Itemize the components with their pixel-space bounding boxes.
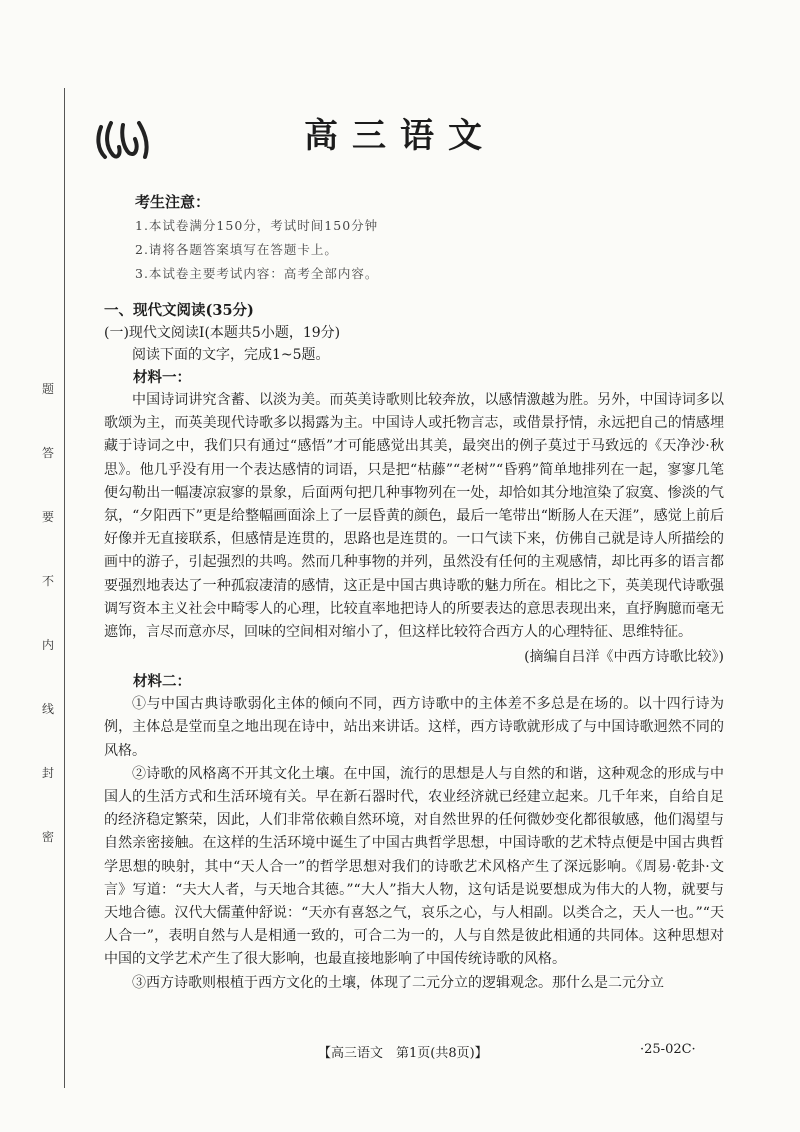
candidate-notice [135, 190, 615, 286]
margin-char: 封 [41, 766, 54, 780]
page-title: 高三语文 [304, 116, 496, 156]
binding-margin-text [38, 380, 58, 892]
material-paragraph: ②诗歌的风格离不开其文化土壤。在中国，流行的思想是人与自然的和谐，这种观念的形成与中国人的生活方式和生活环境有关。早在新石器时代，农业经济就已经建立起来。几千年来，自给自足的经济稳定繁荣，因此，人们非常依赖自然环境，对自然世界的任何微妙变化都很敏感，他们渴望与自然亲密接触。在这样的生活环境中诞生了中国古典哲学思想，中国诗歌的艺术特点便是中国古典哲学思想的映射，其中“天人合一”的哲学思想对我们的诗歌艺术风格产生了深远影响。《周易·乾卦·文言》写道：“夫大人者，与天地合其德。”“大人”指大人物，这句话是说要想成为伟大的人物，就要与天地合德。汉代大儒董仲舒说：“天亦有喜怒之气，哀乐之心，与人相副。以类合之，天人一也。”“天人合一”，表明自然与人是相通一致的，可合二为一的，人与自然是彼此相通的共同体。这种思想对中国的文学艺术产生了很大影响，也最直接地影响了中国传统诗歌的风格。 [104, 765, 724, 968]
material-paragraph: 中国诗词讲究含蓄、以淡为美。而英美诗歌则比较奔放，以感情激越为胜。另外，中国诗词多以歌颂为主，而英美现代诗歌多以揭露为主。中国诗人或托物言志，或借景抒情，永远把自己的情感埋藏于诗词之中，我们只有通过“感悟”才可能感觉出其美，最突出的例子莫过于马致远的《天净沙·秋思》。他几乎没有用一个表达感情的词语，只是把“枯藤”“老树”“昏鸦”简单地排列在一起，寥寥几笔便勾勒出一幅凄凉寂寥的景象，后面两句把几种事物列在一处，却恰如其分地渲染了寂寞、惨淡的气氛，“夕阳西下”更是给整幅画面涂上了一层昏黄的颜色，最后一笔带出“断肠人在天涯”，感觉上前后好像并无直接联系，但感情是连贯的，思路也是连贯的。一口气读下来，仿佛自己就是诗人所描绘的画中的游子，引起强烈的共鸣。然而几种事物的并列，虽然没有任何的主观感情，却比再多的语言都要强烈地表达了一种孤寂凄清的感情，这正是中国古典诗歌的魅力所在。相比之下，英美现代诗歌强调写资本主义社会中畸零人的心理，比较直率地把诗人的所要表达的意思表现出来，直抒胸臆而毫无遮饰，言尽而意亦尽，回味的空间相对缩小了，但这样比较符合西方人的心理特征、思维特征。 [104, 392, 724, 641]
notice-item: 1.本试卷满分150分，考试时间150分钟 [135, 218, 379, 233]
material-source: (摘编自吕洋《中西方诗歌比较》) [524, 649, 724, 666]
margin-char: 内 [41, 638, 54, 652]
material-paragraph: ③西方诗歌则根植于西方文化的土壤，体现了二元分立的逻辑观念。那什么是二元分立 [132, 974, 664, 991]
notice-item: 2.请将各题答案填写在答题卡上。 [135, 242, 338, 257]
notice-item: 3.本试卷主要考试内容：高考全部内容。 [135, 266, 379, 281]
subsection-title: (一)现代文阅读Ⅰ(本题共5小题，19分) [104, 325, 341, 341]
section-title: 一、现代文阅读(35分) [104, 302, 254, 319]
binding-line [64, 88, 65, 1088]
page-footer [0, 1042, 800, 1062]
material-heading: 材料一： [133, 369, 191, 386]
exam-content [104, 300, 724, 995]
material-heading: 材料二： [133, 673, 191, 691]
margin-char: 要 [41, 510, 54, 524]
margin-char: 密 [41, 830, 54, 844]
notice-title: 考生注意： [135, 193, 211, 211]
page-number: 【高三语文 第1页(共8页)】 [318, 1046, 488, 1061]
margin-char: 线 [41, 702, 54, 716]
margin-char: 不 [41, 574, 54, 588]
instruction: 阅读下面的文字，完成1~5题。 [132, 347, 330, 363]
exam-code: ·25-02C· [640, 1042, 696, 1057]
margin-char: 答 [41, 446, 54, 460]
material-paragraph: ①与中国古典诗歌弱化主体的倾向不同，西方诗歌中的主体差不多总是在场的。以十四行诗为例，主体总是堂而皇之地出现在诗中，站出来讲话。这样，西方诗歌就形成了与中国诗歌迥然不同的风格。 [104, 696, 724, 759]
margin-char: 题 [41, 382, 54, 396]
